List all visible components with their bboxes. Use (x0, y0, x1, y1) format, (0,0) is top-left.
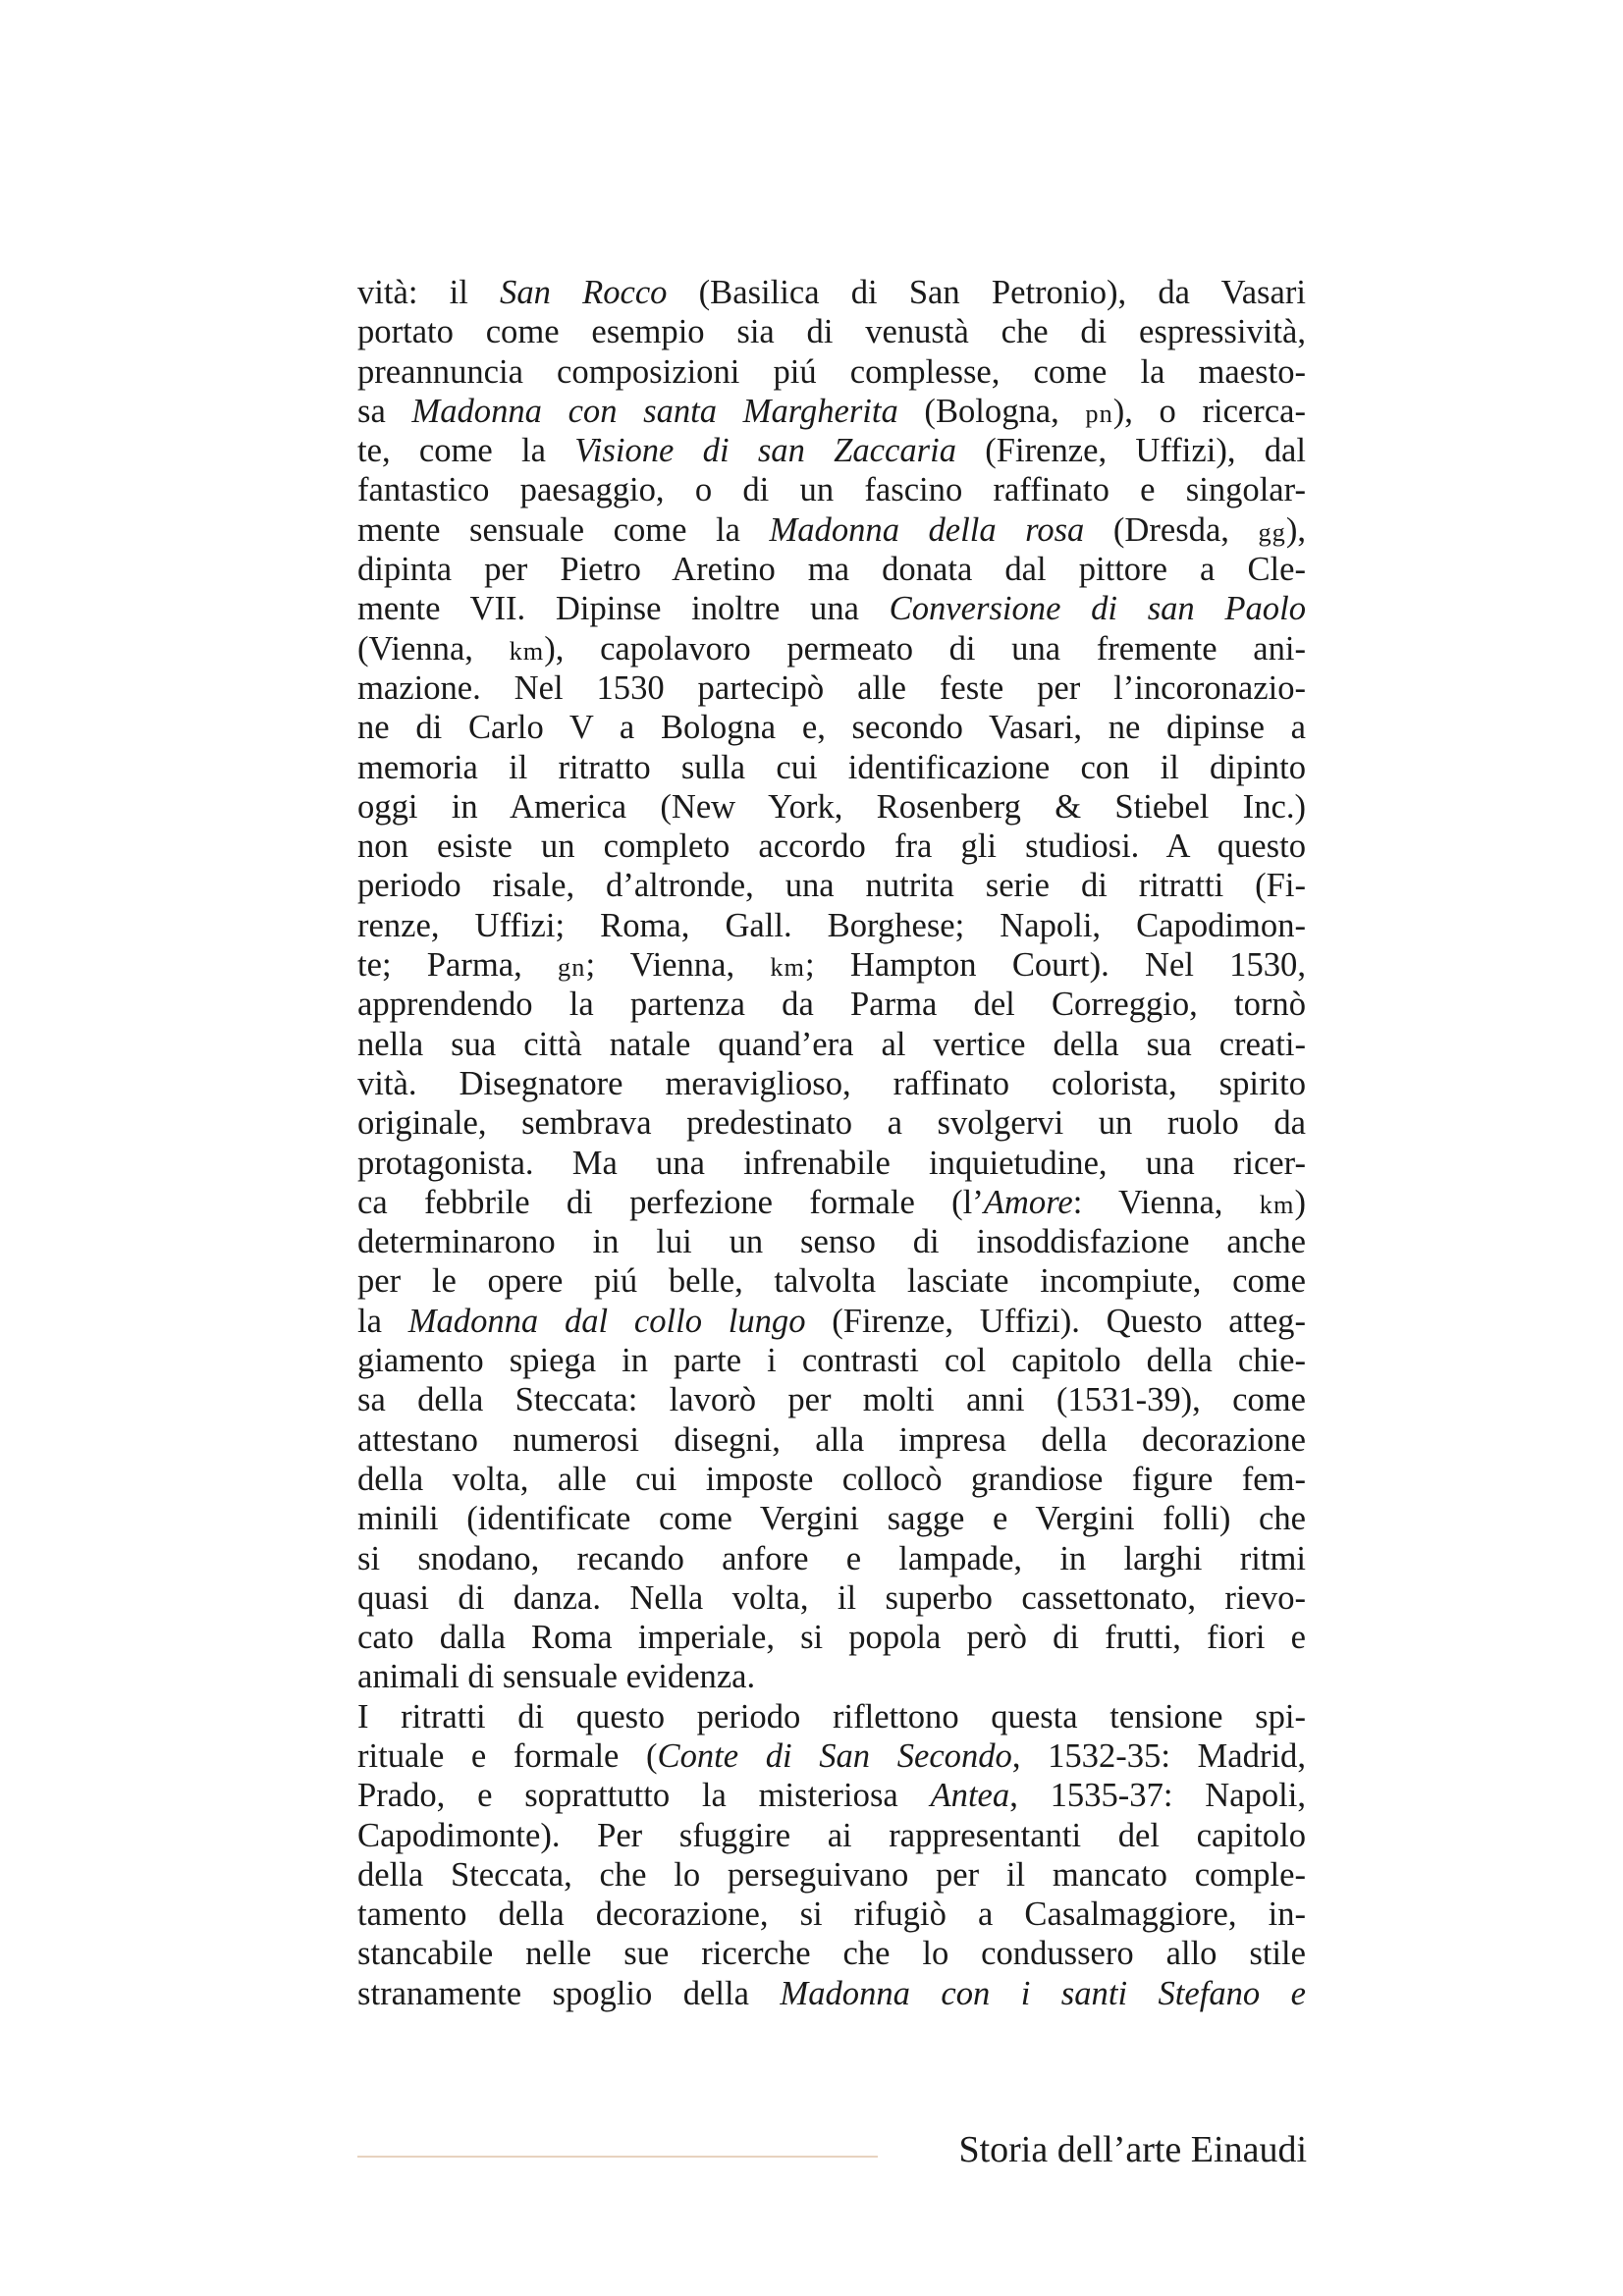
text-line: della volta, alle cui imposte collocò grandiose figure fem- (357, 1460, 1306, 1498)
text-line: protagonista. Ma una infrenabile inquietudine, una ricer- (357, 1144, 1306, 1182)
text-line: (Vienna, km), capolavoro permeato di una fremente ani- (357, 629, 1307, 667)
text-line: vità. Disegnatore meraviglioso, raffinato colorista, spirito (357, 1064, 1306, 1102)
text-line: minili (identificate come Vergini sagge e Vergini folli) che (357, 1500, 1306, 1538)
text-line: tamento della decorazione, si rifugiò a Casalmaggiore, in- (357, 1896, 1306, 1934)
footer-rule (357, 2156, 878, 2158)
text-line: nella sua città natale quand’era al vertice della sua creati- (357, 1025, 1306, 1063)
text-line: attestano numerosi disegni, alla impresa della decorazione (357, 1420, 1306, 1459)
text-line: oggi in America (New York, Rosenberg & Stiebel Inc.) (357, 787, 1306, 826)
text-line: cato dalla Roma imperiale, si popola però di frutti, fiori e (357, 1619, 1306, 1657)
text-line: sa Madonna con santa Margherita (Bologna, pn), o ricerca- (357, 392, 1307, 430)
text-line: la Madonna dal collo lungo (Firenze, Uffizi). Questo atteg- (357, 1302, 1306, 1340)
text-line: renze, Uffizi; Roma, Gall. Borghese; Napoli, Capodimon- (357, 906, 1306, 944)
text-line: stranamente spoglio della Madonna con i santi Stefano e (357, 1974, 1306, 2012)
text-line: originale, sembrava predestinato a svolgervi un ruolo da (357, 1104, 1306, 1143)
text-line: dipinta per Pietro Aretino ma donata dal pittore a Cle- (357, 551, 1306, 589)
text-line: non esiste un completo accordo fra gli studiosi. A questo (357, 828, 1306, 866)
text-line: rituale e formale (Conte di San Secondo, 1532-35: Madrid, (357, 1736, 1306, 1775)
body-text (357, 273, 1306, 2013)
text-line: I ritratti di questo periodo riflettono questa tensione spi- (357, 1697, 1306, 1735)
text-line: portato come esempio sia di venustà che di espressività, (357, 313, 1306, 351)
text-line: fantastico paesaggio, o di un fascino raffinato e singolar- (357, 471, 1306, 509)
text-line: per le opere piú belle, talvolta lasciate incompiute, come (357, 1262, 1306, 1301)
text-line: memoria il ritratto sulla cui identificazione con il dipinto (357, 748, 1306, 786)
text-line: ne di Carlo V a Bologna e, secondo Vasari, ne dipinse a (357, 709, 1306, 747)
text-line: quasi di danza. Nella volta, il superbo cassettonato, rievo- (357, 1578, 1306, 1617)
text-line: Prado, e soprattutto la misteriosa Antea, 1535-37: Napoli, (357, 1777, 1306, 1815)
text-line: ca febbrile di perfezione formale (l’Amore: Vienna, km) (357, 1183, 1306, 1221)
text-line: si snodano, recando anfore e lampade, in larghi ritmi (357, 1539, 1306, 1577)
text-line: te, come la Visione di san Zaccaria (Firenze, Uffizi), dal (357, 432, 1306, 470)
text-line: apprendendo la partenza da Parma del Correggio, tornò (357, 986, 1306, 1024)
text-line: animali di sensuale evidenza. (357, 1658, 756, 1696)
text-line: periodo risale, d’altronde, una nutrita serie di ritratti (Fi- (357, 867, 1306, 905)
text-line: determinarono in lui un senso di insoddisfazione anche (357, 1223, 1306, 1261)
text-line: vità: il San Rocco (Basilica di San Petronio), da Vasari (357, 274, 1306, 311)
footer-title: Storia dell’arte Einaudi (958, 2129, 1307, 2170)
text-line: sa della Steccata: lavorò per molti anni (1531-39), come (357, 1381, 1306, 1419)
text-line: preannuncia composizioni piú complesse, come la maesto- (357, 352, 1306, 391)
text-line: mazione. Nel 1530 partecipò alle feste per l’incoronazio- (357, 668, 1306, 707)
text-line: mente sensuale come la Madonna della rosa (Dresda, gg), (357, 510, 1307, 549)
text-line: mente VII. Dipinse inoltre una Conversione di san Paolo (357, 590, 1306, 628)
text-line: giamento spiega in parte i contrasti col capitolo della chie- (357, 1342, 1306, 1380)
text-line: Capodimonte). Per sfuggire ai rappresentanti del capitolo (357, 1816, 1306, 1854)
text-line: te; Parma, gn; Vienna, km; Hampton Court). Nel 1530, (357, 946, 1306, 985)
text-line: stancabile nelle sue ricerche che lo condussero allo stile (357, 1935, 1306, 1973)
text-line: della Steccata, che lo perseguivano per il mancato comple- (357, 1855, 1306, 1894)
